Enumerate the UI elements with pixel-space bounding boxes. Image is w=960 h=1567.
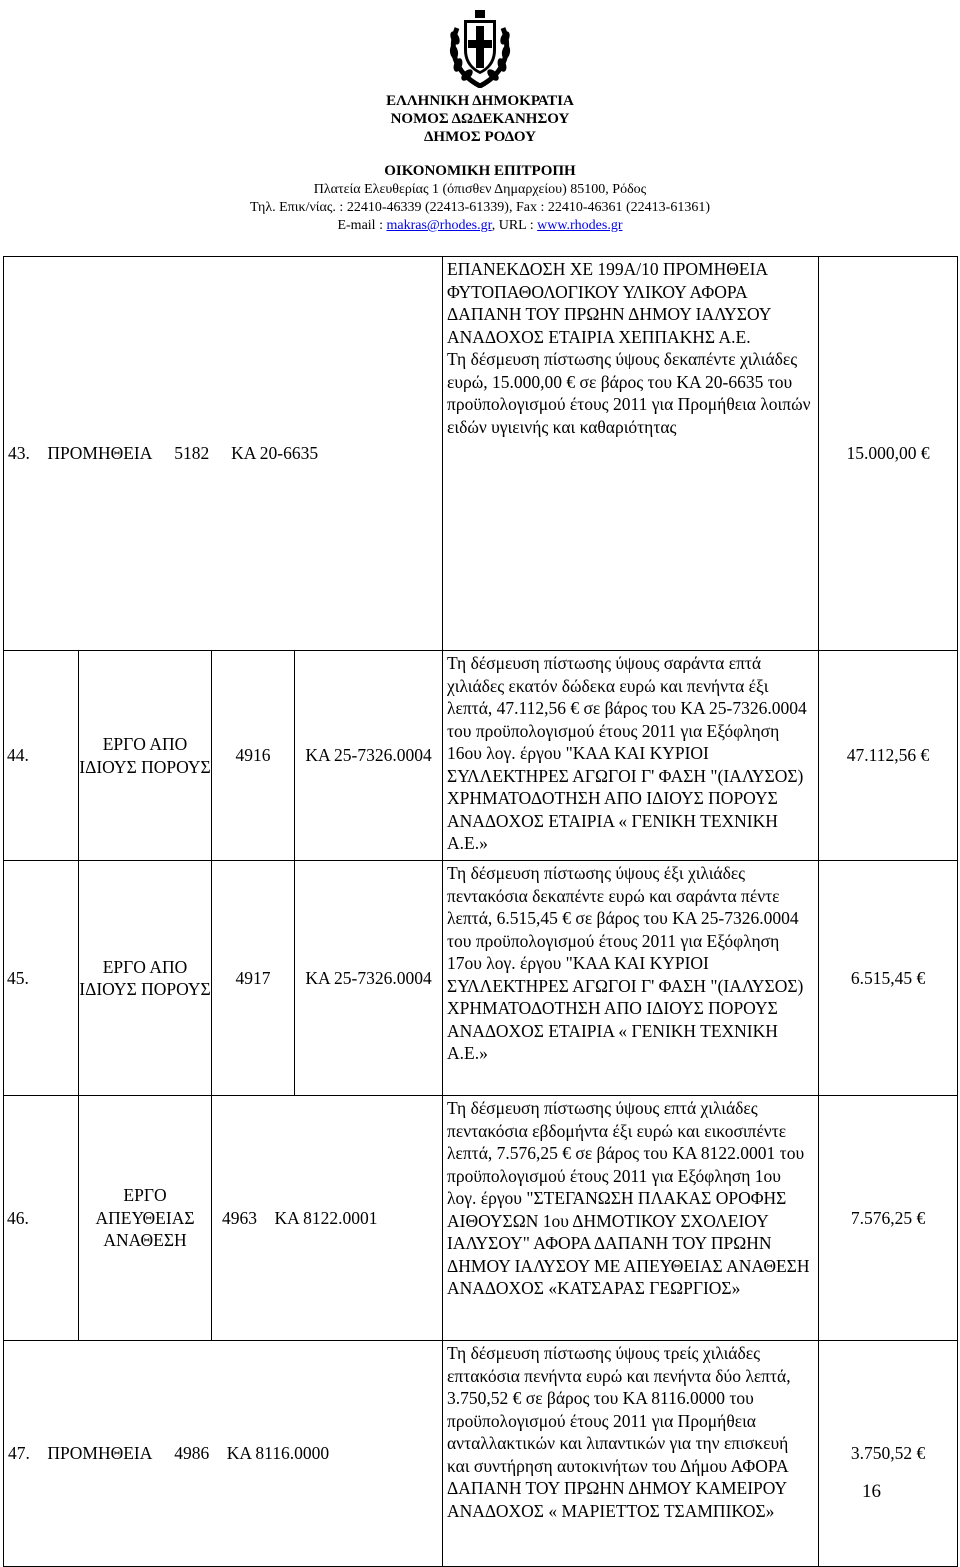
table-row	[4, 1096, 958, 1341]
row-number: 43.	[8, 443, 30, 464]
table-row	[4, 651, 958, 861]
row-number: 44.	[4, 651, 79, 861]
phone-line: Τηλ. Επικ/νίας. : 22410-46339 (22413-61339), Fax : 22410-46361 (22413-61361)	[249, 200, 711, 215]
row-description: Τη δέσμευση πίστωσης ύψους επτά χιλιάδες πεντακόσια εβδομήντα έξι ευρώ και εικοσιπέντε λεπτά, 7.576,25 € σε βάρος του ΚΑ 8122.0001 του προϋπολογισμού έτους 2011 για Εξόφληση 1ου λογ. έργου "ΣΤΕΓΑΝΩΣΗ ΠΛΑΚΑΣ ΟΡΟΦΗΣ ΑΙΘΟΥΣΩΝ 1ου ΔΗΜΟΤΙΚΟΥ ΣΧΟΛΕΙΟΥ ΙΑΛΥΣΟΥ" ΑΦΟΡΑ ΔΑΠΑΝΗ ΤΟΥ ΠΡΩΗΝ ΔΗΜΟΥ ΙΑΛΥΣΟΥ ΜΕ ΑΠΕΥΘΕΙΑΣ ΑΝΑΘΕΣΗ ΑΝΑΔΟΧΟΣ «ΚΑΤΣΑΡΑΣ ΓΕΩΡΓΙΟΣ»	[443, 1096, 819, 1341]
table-row	[4, 1341, 958, 1567]
row-ka: ΚΑ 25-7326.0004	[295, 651, 443, 861]
email-label: E-mail :	[337, 218, 387, 233]
municipality-name: ΔΗΜΟΣ ΡΟΔΟΥ	[424, 129, 536, 145]
row-amount: 7.576,25 €	[819, 1096, 958, 1341]
row-category: ΠΡΟΜΗΘΕΙΑ	[47, 443, 153, 464]
row-number: 46.	[4, 1096, 79, 1341]
decisions-table	[3, 256, 958, 1567]
row-46-codes	[212, 1096, 443, 1341]
row-description: Τη δέσμευση πίστωσης ύψους τρείς χιλιάδες επτακόσια πενήντα ευρώ και πενήντα δύο λεπτά, 3.750,52 € σε βάρος του ΚΑ 8116.0000 του προϋπολογισμού έτους 2011 για Προμήθεια ανταλλακτικών και λιπαντικών για την επισκευή και συντήρηση αυτοκινήτων του Δήμου ΑΦΟΡΑ ΔΑΠΑΝΗ ΤΟΥ ΠΡΩΗΝ ΔΗΜΟΥ ΚΑΜΕΙΡΟΥ ΑΝΑΔΟΧΟΣ « ΜΑΡΙΕΤΤΟΣ ΤΣΑΜΠΙΚΟΣ»	[443, 1341, 819, 1567]
row-ka: ΚΑ 25-7326.0004	[295, 861, 443, 1096]
row-description: Τη δέσμευση πίστωσης ύψους έξι χιλιάδες πεντακόσια δεκαπέντε ευρώ και σαράντα πέντε λεπτά, 6.515,45 € σε βάρος του ΚΑ 25-7326.0004 του προϋπολογισμού έτους 2011 για Εξόφληση 17ου λογ. έργου "ΚΑΑ ΚΑΙ ΚΥΡΙΟΙ ΣΥΛΛΕΚΤΗΡΕΣ ΑΓΩΓΟΙ Γ' ΦΑΣΗ "(ΙΑΛΥΣΟΣ) ΧΡΗΜΑΤΟΔΟΤΗΣΗ ΑΠΟ ΙΔΙΟΥΣ ΠΟΡΟΥΣ ΑΝΑΔΟΧΟΣ ΕΤΑΙΡΙΑ « ΓΕΝΙΚΗ ΤΕΧΝΙΚΗ Α.Ε.»	[443, 861, 819, 1096]
row-protocol: 4916	[212, 651, 295, 861]
row-ka: ΚΑ 20-6635	[231, 443, 319, 464]
page-number: 16	[862, 1481, 881, 1502]
url-label: , URL :	[491, 218, 538, 233]
row-category: ΠΡΟΜΗΘΕΙΑ	[47, 1443, 153, 1464]
row-43-left	[4, 257, 443, 651]
row-protocol: 5182	[174, 443, 210, 464]
prefecture-name: ΝΟΜΟΣ ΔΩΔΕΚΑΝΗΣΟΥ	[390, 111, 570, 127]
row-ka: ΚΑ 8116.0000	[226, 1443, 330, 1464]
row-amount: 15.000,00 €	[819, 257, 958, 651]
email-link[interactable]: makras@rhodes.gr	[386, 218, 492, 233]
row-amount: 6.515,45 €	[819, 861, 958, 1096]
row-category: ΕΡΓΟ ΑΠΟ ΙΔΙΟΥΣ ΠΟΡΟΥΣ	[79, 861, 212, 1096]
row-number: 47.	[8, 1443, 30, 1464]
row-description: Τη δέσμευση πίστωσης ύψους σαράντα επτά χιλιάδες εκατόν δώδεκα ευρώ και πενήντα έξι λεπτά, 47.112,56 € σε βάρος του ΚΑ 25-7326.0004 του προϋπολογισμού έτους 2011 για Εξόφληση 16ου λογ. έργου "ΚΑΑ ΚΑΙ ΚΥΡΙΟΙ ΣΥΛΛΕΚΤΗΡΕΣ ΑΓΩΓΟΙ Γ' ΦΑΣΗ "(ΙΑΛΥΣΟΣ) ΧΡΗΜΑΤΟΔΟΤΗΣΗ ΑΠΟ ΙΔΙΟΥΣ ΠΟΡΟΥΣ ΑΝΑΔΟΧΟΣ ΕΤΑΙΡΙΑ « ΓΕΝΙΚΗ ΤΕΧΝΙΚΗ Α.Ε.»	[443, 651, 819, 861]
row-number: 45.	[4, 861, 79, 1096]
row-protocol: 4917	[212, 861, 295, 1096]
row-description	[443, 257, 819, 651]
row-category: ΕΡΓΟ ΑΠΟ ΙΔΙΟΥΣ ΠΟΡΟΥΣ	[79, 651, 212, 861]
country-name: ΕΛΛΗΝΙΚΗ ΔΗΜΟΚΡΑΤΙΑ	[386, 93, 574, 109]
address-line: Πλατεία Ελευθερίας 1 (όπισθεν Δημαρχείου) 85100, Ρόδος	[313, 182, 647, 197]
url-link[interactable]: www.rhodes.gr	[537, 218, 623, 233]
committee-name: ΟΙΚΟΝΟΜΙΚΗ ΕΠΙΤΡΟΠΗ	[384, 163, 576, 179]
greek-coat-of-arms-icon	[447, 8, 513, 88]
table-row	[4, 257, 958, 651]
row-category: ΕΡΓΟ ΑΠΕΥΘΕΙΑΣ ΑΝΑΘΕΣΗ	[79, 1096, 212, 1341]
row-47-left	[4, 1341, 443, 1567]
contact-line	[0, 217, 960, 235]
table-row	[4, 861, 958, 1096]
row-amount: 47.112,56 €	[819, 651, 958, 861]
row-protocol: 4986	[174, 1443, 210, 1464]
row-43-description: Τη δέσμευση πίστωσης ύψους δεκαπέντε χιλιάδες ευρώ, 15.000,00 € σε βάρος του ΚΑ 20-6635 του προϋπολογισμού έτους 2011 για Προμήθεια λοιπών ειδών υγιεινής και καθαριότητας	[447, 349, 811, 437]
row-protocol: 4963	[222, 1207, 257, 1228]
continuation-text: ΕΠΑΝΕΚΔΟΣΗ ΧΕ 199Α/10 ΠΡΟΜΗΘΕΙΑ ΦΥΤΟΠΑΘΟΛΟΓΙΚΟΥ ΥΛΙΚΟΥ ΑΦΟΡΑ ΔΑΠΑΝΗ ΤΟΥ ΠΡΩΗΝ ΔΗΜΟΥ ΙΑΛΥΣΟΥ ΑΝΑΔΟΧΟΣ ΕΤΑΙΡΙΑ ΧΕΠΠΑΚΗΣ Α.Ε.	[447, 259, 771, 347]
row-amount: 3.750,52 €	[819, 1341, 958, 1567]
row-ka: ΚΑ 8122.0001	[274, 1207, 378, 1228]
